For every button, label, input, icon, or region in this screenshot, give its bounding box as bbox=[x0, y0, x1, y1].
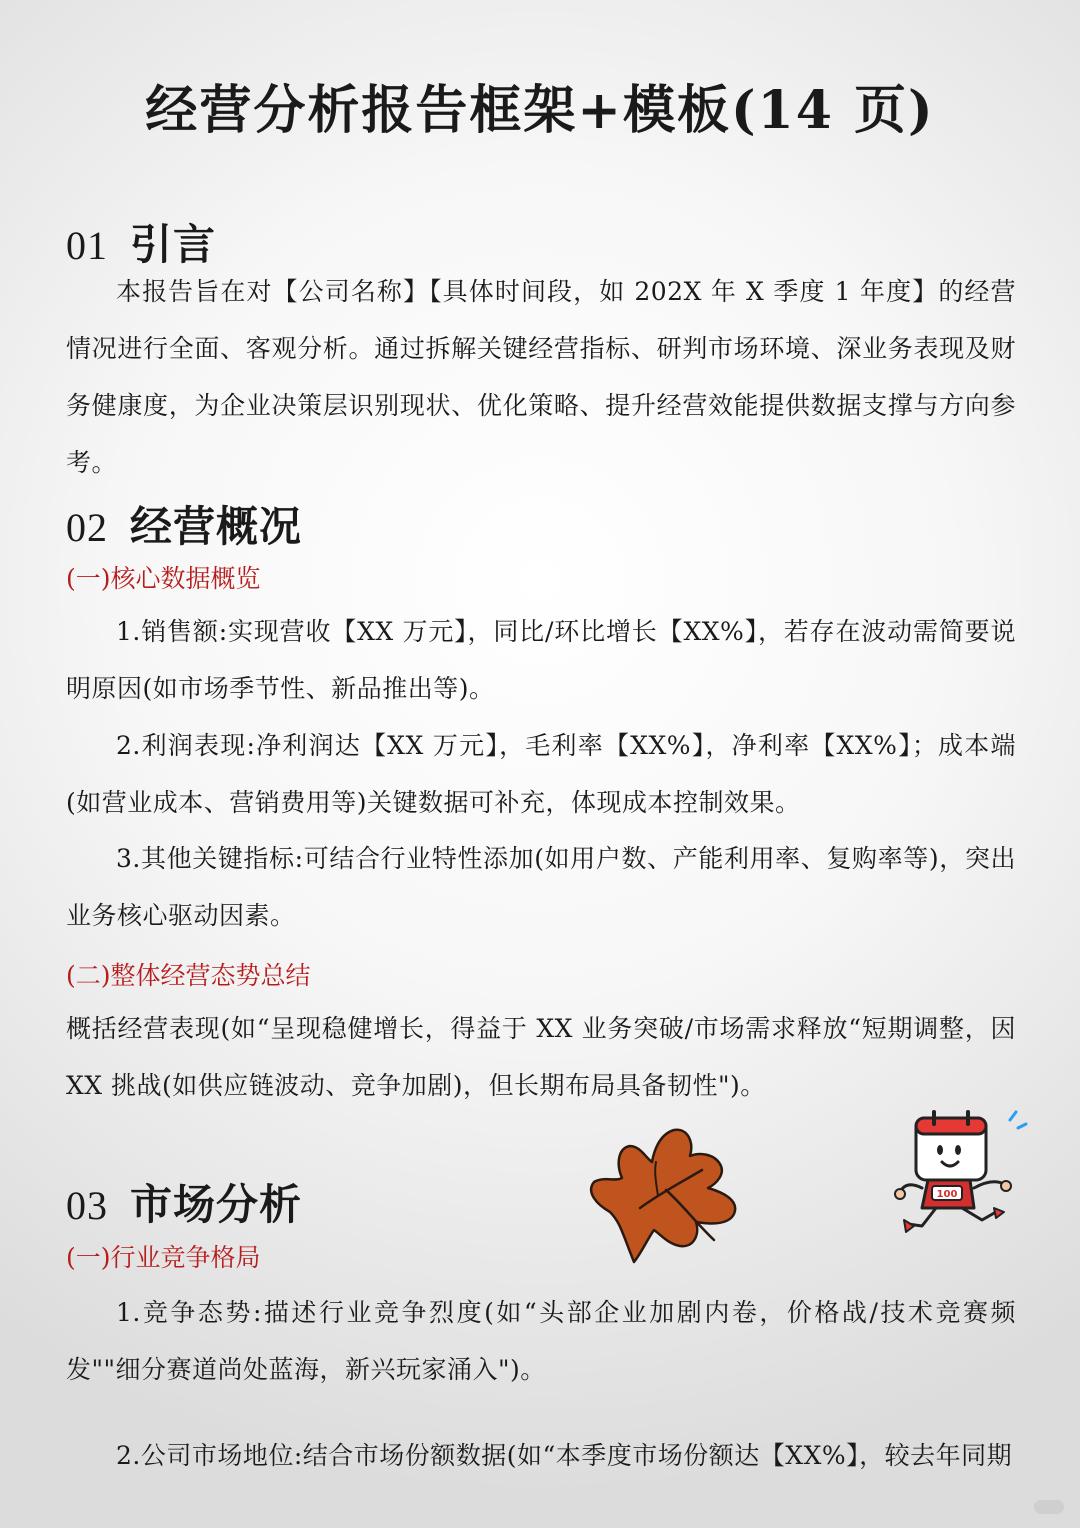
mascot-badge-text: 100 bbox=[936, 1189, 958, 1200]
section-title: 市场分析 bbox=[130, 1180, 303, 1229]
section-heading-overview bbox=[66, 494, 302, 554]
sub-heading-core-data: (一)核心数据概览 bbox=[66, 564, 261, 593]
section-title: 经营概况 bbox=[130, 502, 303, 551]
paragraph-market-position: 2.公司市场地位:结合市场份额数据(如“本季度市场份额达【XX%】，较去年同期 bbox=[116, 1441, 1013, 1470]
intro-paragraph: 本报告旨在对【公司名称】【具体时间段，如 202X 年 X 季度 1 年度】的经营情况进行全面、客观分析。通过拆解关键经营指标、研判市场环境、深业务表现及财务健康度，为企业决策层识别现状、优化策略、提升经营效能提供数据支撑与方向参考。 bbox=[66, 277, 1016, 477]
paragraph-competition: 1.竞争态势:描述行业竞争烈度(如“头部企业加剧内卷，价格战/技术竞赛频发""细分赛道尚处蓝海，新兴玩家涌入")。 bbox=[66, 1298, 1016, 1384]
watermark-badge bbox=[1034, 1500, 1064, 1514]
sub-heading-competition: (一)行业竞争格局 bbox=[66, 1243, 261, 1272]
running-calendar-mascot-icon bbox=[892, 1108, 1042, 1236]
section-number: 02 bbox=[66, 505, 108, 550]
page-title: 经营分析报告框架+模板(14 页) bbox=[145, 80, 935, 141]
paragraph-other-metrics: 3.其他关键指标:可结合行业特性添加(如用户数、产能利用率、复购率等)，突出业务核心驱动因素。 bbox=[66, 844, 1016, 930]
section-number: 03 bbox=[66, 1183, 108, 1228]
paragraph-sales: 1.销售额:实现营收【XX 万元】，同比/环比增长【XX%】，若存在波动需简要说明原因(如市场季节性、新品推出等)。 bbox=[66, 617, 1016, 703]
paragraph-profit: 2.利润表现:净利润达【XX 万元】，毛利率【XX%】，净利率【XX%】；成本端(如营业成本、营销费用等)关键数据可补充，体现成本控制效果。 bbox=[66, 731, 1016, 817]
paragraph-summary: 概括经营表现(如“呈现稳健增长，得益于 XX 业务突破/市场需求释放“短期调整，因 XX 挑战(如供应链波动、竞争加剧)，但长期布局具备韧性")。 bbox=[66, 1014, 1016, 1100]
section-heading-market bbox=[66, 1172, 302, 1232]
maple-leaf-icon bbox=[582, 1112, 752, 1272]
section-number: 01 bbox=[66, 223, 108, 268]
section-title: 引言 bbox=[130, 220, 217, 269]
sub-heading-summary: (二)整体经营态势总结 bbox=[66, 961, 311, 990]
